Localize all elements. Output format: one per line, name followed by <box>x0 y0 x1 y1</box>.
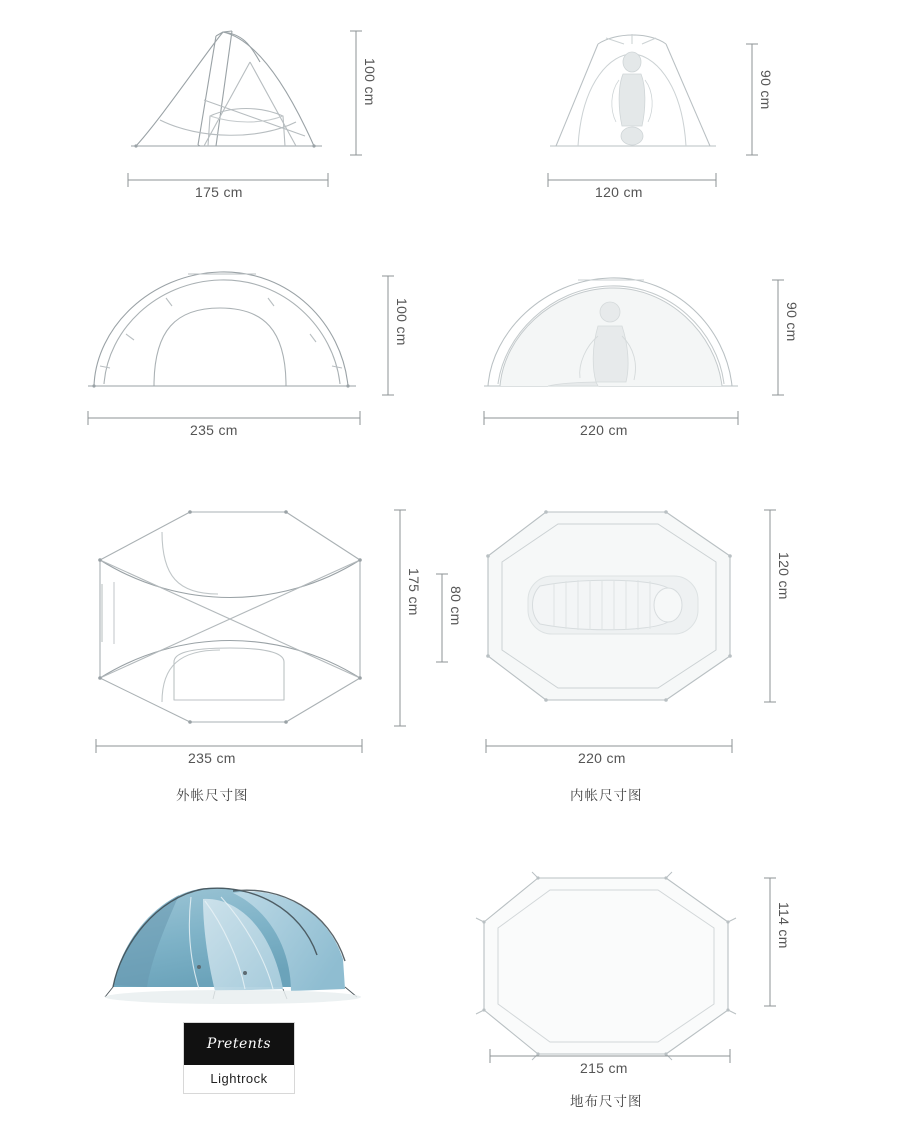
dimension-label-width: 235 cm <box>188 750 236 766</box>
dimension-label-width: 215 cm <box>580 1060 628 1076</box>
diagram-inner-side-elevation <box>470 250 810 450</box>
brand-logo <box>184 1023 294 1065</box>
diagram-outer-front-elevation <box>100 10 400 210</box>
brand-badge <box>183 1022 295 1094</box>
diagram-inner-top-plan <box>470 490 810 770</box>
caption-inner-tent: 内帐尺寸图 <box>570 788 643 803</box>
dimension-label-height: 90 cm <box>784 302 800 342</box>
caption-outer-tent: 外帐尺寸图 <box>176 788 249 803</box>
caption-footprint: 地布尺寸图 <box>570 1094 643 1109</box>
diagram-footprint-top-plan <box>470 860 810 1090</box>
diagram-outer-top-plan <box>70 490 470 770</box>
dimension-label-height: 90 cm <box>758 70 774 110</box>
dimension-label-width: 175 cm <box>195 184 243 200</box>
brand-logo-text: Pretents <box>206 1036 272 1052</box>
dimension-label-width: 120 cm <box>595 184 643 200</box>
dimension-label-inner-depth: 80 cm <box>448 586 464 626</box>
diagram-inner-front-elevation <box>520 10 820 210</box>
product-photo <box>95 855 385 1020</box>
dimension-label-depth: 120 cm <box>776 552 792 600</box>
dimension-label-height: 100 cm <box>394 298 410 346</box>
dimension-label-width: 235 cm <box>190 422 238 438</box>
diagram-outer-side-elevation <box>70 250 410 450</box>
dimension-label-depth: 114 cm <box>776 902 792 949</box>
dimension-label-height: 100 cm <box>362 58 378 106</box>
dimension-label-width: 220 cm <box>580 422 628 438</box>
dimension-label-depth: 175 cm <box>406 568 422 616</box>
product-model-name: Lightrock <box>210 1071 268 1086</box>
dimension-label-width: 220 cm <box>578 750 626 766</box>
